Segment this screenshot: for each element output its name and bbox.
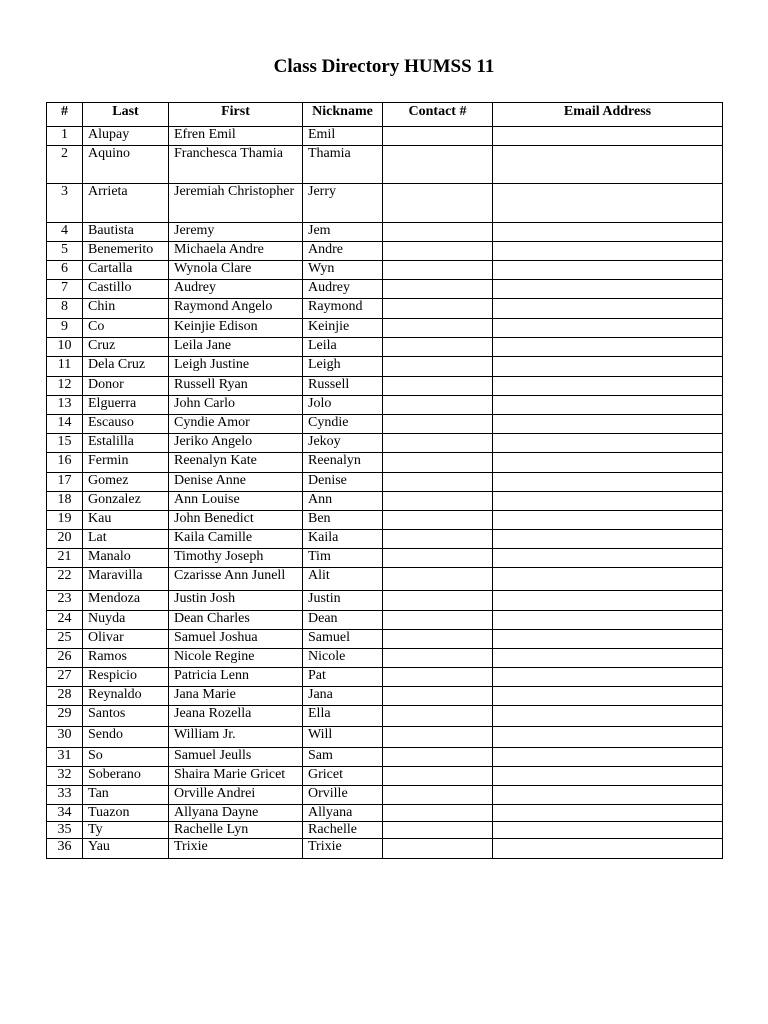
header-row [47,103,723,127]
cell-number: 33 [47,786,83,805]
table-row [47,530,723,549]
cell-last: Reynaldo [83,687,169,706]
cell-nickname: Jem [303,223,383,242]
cell-nickname: Jana [303,687,383,706]
cell-email [493,377,723,396]
cell-last: Nuyda [83,611,169,630]
cell-email [493,223,723,242]
cell-last: Maravilla [83,568,169,591]
cell-email [493,473,723,492]
cell-nickname: Thamia [303,146,383,184]
cell-email [493,280,723,299]
cell-first: Efren Emil [169,127,303,146]
cell-email [493,530,723,549]
cell-number: 8 [47,299,83,319]
table-row [47,299,723,319]
column-header-email: Email Address [493,103,723,127]
cell-nickname: Rachelle [303,822,383,839]
cell-contact [383,530,493,549]
cell-email [493,357,723,377]
table-row [47,242,723,261]
cell-email [493,319,723,338]
table-row [47,839,723,859]
cell-contact [383,261,493,280]
cell-contact [383,242,493,261]
table-row [47,727,723,748]
cell-contact [383,591,493,611]
cell-first: Raymond Angelo [169,299,303,319]
cell-number: 5 [47,242,83,261]
cell-nickname: Pat [303,668,383,687]
cell-nickname: Denise [303,473,383,492]
table-row [47,511,723,530]
cell-contact [383,668,493,687]
cell-last: Bautista [83,223,169,242]
cell-number: 12 [47,377,83,396]
cell-contact [383,223,493,242]
cell-last: Tan [83,786,169,805]
table-row [47,377,723,396]
cell-nickname: Allyana [303,805,383,822]
column-header-last: Last [83,103,169,127]
column-header-number: # [47,103,83,127]
cell-contact [383,511,493,530]
cell-email [493,786,723,805]
cell-last: Co [83,319,169,338]
table-row [47,630,723,649]
cell-email [493,338,723,357]
cell-contact [383,687,493,706]
cell-nickname: Cyndie [303,415,383,434]
cell-number: 36 [47,839,83,859]
cell-email [493,706,723,727]
cell-email [493,767,723,786]
cell-nickname: Ann [303,492,383,511]
cell-contact [383,568,493,591]
cell-number: 21 [47,549,83,568]
cell-email [493,568,723,591]
cell-nickname: Audrey [303,280,383,299]
cell-email [493,727,723,748]
cell-first: Michaela Andre [169,242,303,261]
cell-first: Allyana Dayne [169,805,303,822]
cell-contact [383,822,493,839]
cell-contact [383,706,493,727]
cell-nickname: Orville [303,786,383,805]
cell-contact [383,611,493,630]
cell-email [493,591,723,611]
cell-last: Santos [83,706,169,727]
cell-contact [383,319,493,338]
cell-contact [383,280,493,299]
cell-first: Leila Jane [169,338,303,357]
cell-email [493,261,723,280]
cell-nickname: Will [303,727,383,748]
cell-last: Castillo [83,280,169,299]
cell-nickname: Gricet [303,767,383,786]
table-row [47,146,723,184]
cell-nickname: Jerry [303,184,383,223]
cell-number: 16 [47,453,83,473]
cell-email [493,242,723,261]
cell-last: Arrieta [83,184,169,223]
cell-contact [383,453,493,473]
cell-last: Dela Cruz [83,357,169,377]
cell-contact [383,492,493,511]
cell-nickname: Jekoy [303,434,383,453]
class-directory-table [46,102,723,859]
cell-first: Samuel Joshua [169,630,303,649]
cell-email [493,146,723,184]
cell-contact [383,299,493,319]
cell-first: Justin Josh [169,591,303,611]
table-row [47,805,723,822]
cell-last: Alupay [83,127,169,146]
cell-contact [383,377,493,396]
cell-nickname: Wyn [303,261,383,280]
cell-email [493,668,723,687]
cell-number: 29 [47,706,83,727]
cell-first: Samuel Jeulls [169,748,303,767]
cell-email [493,611,723,630]
cell-number: 10 [47,338,83,357]
cell-contact [383,649,493,668]
cell-last: Respicio [83,668,169,687]
table-row [47,415,723,434]
cell-nickname: Andre [303,242,383,261]
table-row [47,396,723,415]
cell-first: Jana Marie [169,687,303,706]
cell-contact [383,630,493,649]
cell-nickname: Dean [303,611,383,630]
cell-last: Soberano [83,767,169,786]
cell-email [493,434,723,453]
table-row [47,748,723,767]
cell-email [493,415,723,434]
cell-last: Manalo [83,549,169,568]
cell-contact [383,127,493,146]
table-row [47,280,723,299]
cell-email [493,649,723,668]
cell-number: 7 [47,280,83,299]
cell-first: Wynola Clare [169,261,303,280]
cell-number: 3 [47,184,83,223]
table-row [47,611,723,630]
cell-nickname: Alit [303,568,383,591]
cell-nickname: Jolo [303,396,383,415]
cell-number: 15 [47,434,83,453]
cell-number: 20 [47,530,83,549]
cell-first: Ann Louise [169,492,303,511]
cell-first: John Benedict [169,511,303,530]
cell-first: Keinjie Edison [169,319,303,338]
cell-contact [383,748,493,767]
cell-nickname: Nicole [303,649,383,668]
cell-number: 24 [47,611,83,630]
table-row [47,357,723,377]
cell-last: Sendo [83,727,169,748]
cell-email [493,805,723,822]
cell-last: Escauso [83,415,169,434]
cell-last: Aquino [83,146,169,184]
cell-email [493,549,723,568]
cell-number: 35 [47,822,83,839]
cell-nickname: Russell [303,377,383,396]
cell-email [493,839,723,859]
cell-nickname: Emil [303,127,383,146]
cell-first: Audrey [169,280,303,299]
cell-first: Denise Anne [169,473,303,492]
cell-number: 18 [47,492,83,511]
cell-first: Shaira Marie Gricet [169,767,303,786]
cell-number: 31 [47,748,83,767]
cell-first: Russell Ryan [169,377,303,396]
cell-first: Trixie [169,839,303,859]
table-row [47,668,723,687]
cell-email [493,492,723,511]
table-row [47,127,723,146]
cell-first: Jeriko Angelo [169,434,303,453]
cell-nickname: Sam [303,748,383,767]
table-row [47,223,723,242]
cell-nickname: Leigh [303,357,383,377]
table-row [47,786,723,805]
cell-nickname: Kaila [303,530,383,549]
cell-nickname: Trixie [303,839,383,859]
cell-last: Ty [83,822,169,839]
cell-contact [383,434,493,453]
column-header-nickname: Nickname [303,103,383,127]
cell-contact [383,415,493,434]
cell-last: Estalilla [83,434,169,453]
cell-nickname: Tim [303,549,383,568]
cell-last: Cartalla [83,261,169,280]
cell-last: Gonzalez [83,492,169,511]
cell-contact [383,473,493,492]
cell-nickname: Justin [303,591,383,611]
cell-email [493,453,723,473]
cell-contact [383,805,493,822]
cell-last: So [83,748,169,767]
table-row [47,767,723,786]
cell-number: 34 [47,805,83,822]
cell-first: Leigh Justine [169,357,303,377]
cell-contact [383,396,493,415]
cell-last: Benemerito [83,242,169,261]
cell-number: 28 [47,687,83,706]
cell-number: 11 [47,357,83,377]
cell-number: 9 [47,319,83,338]
cell-email [493,630,723,649]
cell-contact [383,549,493,568]
cell-contact [383,338,493,357]
cell-first: Kaila Camille [169,530,303,549]
cell-number: 32 [47,767,83,786]
cell-first: Cyndie Amor [169,415,303,434]
column-header-first: First [169,103,303,127]
table-row [47,434,723,453]
cell-first: William Jr. [169,727,303,748]
cell-last: Mendoza [83,591,169,611]
table-row [47,687,723,706]
cell-number: 2 [47,146,83,184]
cell-email [493,687,723,706]
table-row [47,649,723,668]
cell-nickname: Reenalyn [303,453,383,473]
column-header-contact: Contact # [383,103,493,127]
cell-first: Rachelle Lyn [169,822,303,839]
cell-email [493,822,723,839]
table-row [47,706,723,727]
cell-number: 30 [47,727,83,748]
cell-number: 26 [47,649,83,668]
cell-contact [383,786,493,805]
cell-number: 23 [47,591,83,611]
cell-first: Jeana Rozella [169,706,303,727]
table-row [47,822,723,839]
cell-last: Elguerra [83,396,169,415]
cell-last: Kau [83,511,169,530]
cell-contact [383,184,493,223]
cell-email [493,748,723,767]
cell-first: Dean Charles [169,611,303,630]
cell-email [493,299,723,319]
table-row [47,453,723,473]
cell-first: Jeremiah Christopher [169,184,303,223]
cell-nickname: Keinjie [303,319,383,338]
cell-number: 27 [47,668,83,687]
cell-contact [383,727,493,748]
cell-number: 17 [47,473,83,492]
cell-number: 4 [47,223,83,242]
cell-contact [383,357,493,377]
cell-number: 14 [47,415,83,434]
cell-last: Cruz [83,338,169,357]
cell-first: Nicole Regine [169,649,303,668]
table-row [47,319,723,338]
cell-number: 22 [47,568,83,591]
cell-contact [383,839,493,859]
cell-first: John Carlo [169,396,303,415]
cell-first: Franchesca Thamia [169,146,303,184]
cell-last: Ramos [83,649,169,668]
cell-nickname: Samuel [303,630,383,649]
cell-last: Donor [83,377,169,396]
cell-last: Fermin [83,453,169,473]
cell-email [493,184,723,223]
cell-first: Orville Andrei [169,786,303,805]
cell-last: Chin [83,299,169,319]
cell-nickname: Raymond [303,299,383,319]
table-row [47,568,723,591]
cell-contact [383,767,493,786]
cell-last: Yau [83,839,169,859]
cell-contact [383,146,493,184]
table-row [47,338,723,357]
cell-number: 19 [47,511,83,530]
cell-number: 1 [47,127,83,146]
cell-nickname: Ben [303,511,383,530]
cell-last: Gomez [83,473,169,492]
table-row [47,591,723,611]
cell-first: Czarisse Ann Junell [169,568,303,591]
cell-last: Tuazon [83,805,169,822]
table-row [47,473,723,492]
cell-first: Timothy Joseph [169,549,303,568]
cell-number: 13 [47,396,83,415]
cell-last: Olivar [83,630,169,649]
cell-nickname: Ella [303,706,383,727]
cell-first: Jeremy [169,223,303,242]
cell-email [493,127,723,146]
table-row [47,492,723,511]
cell-first: Patricia Lenn [169,668,303,687]
table-row [47,184,723,223]
cell-email [493,396,723,415]
table-row [47,549,723,568]
cell-first: Reenalyn Kate [169,453,303,473]
table-row [47,261,723,280]
cell-number: 6 [47,261,83,280]
cell-number: 25 [47,630,83,649]
cell-email [493,511,723,530]
cell-nickname: Leila [303,338,383,357]
cell-last: Lat [83,530,169,549]
page-title: Class Directory HUMSS 11 [273,56,495,77]
